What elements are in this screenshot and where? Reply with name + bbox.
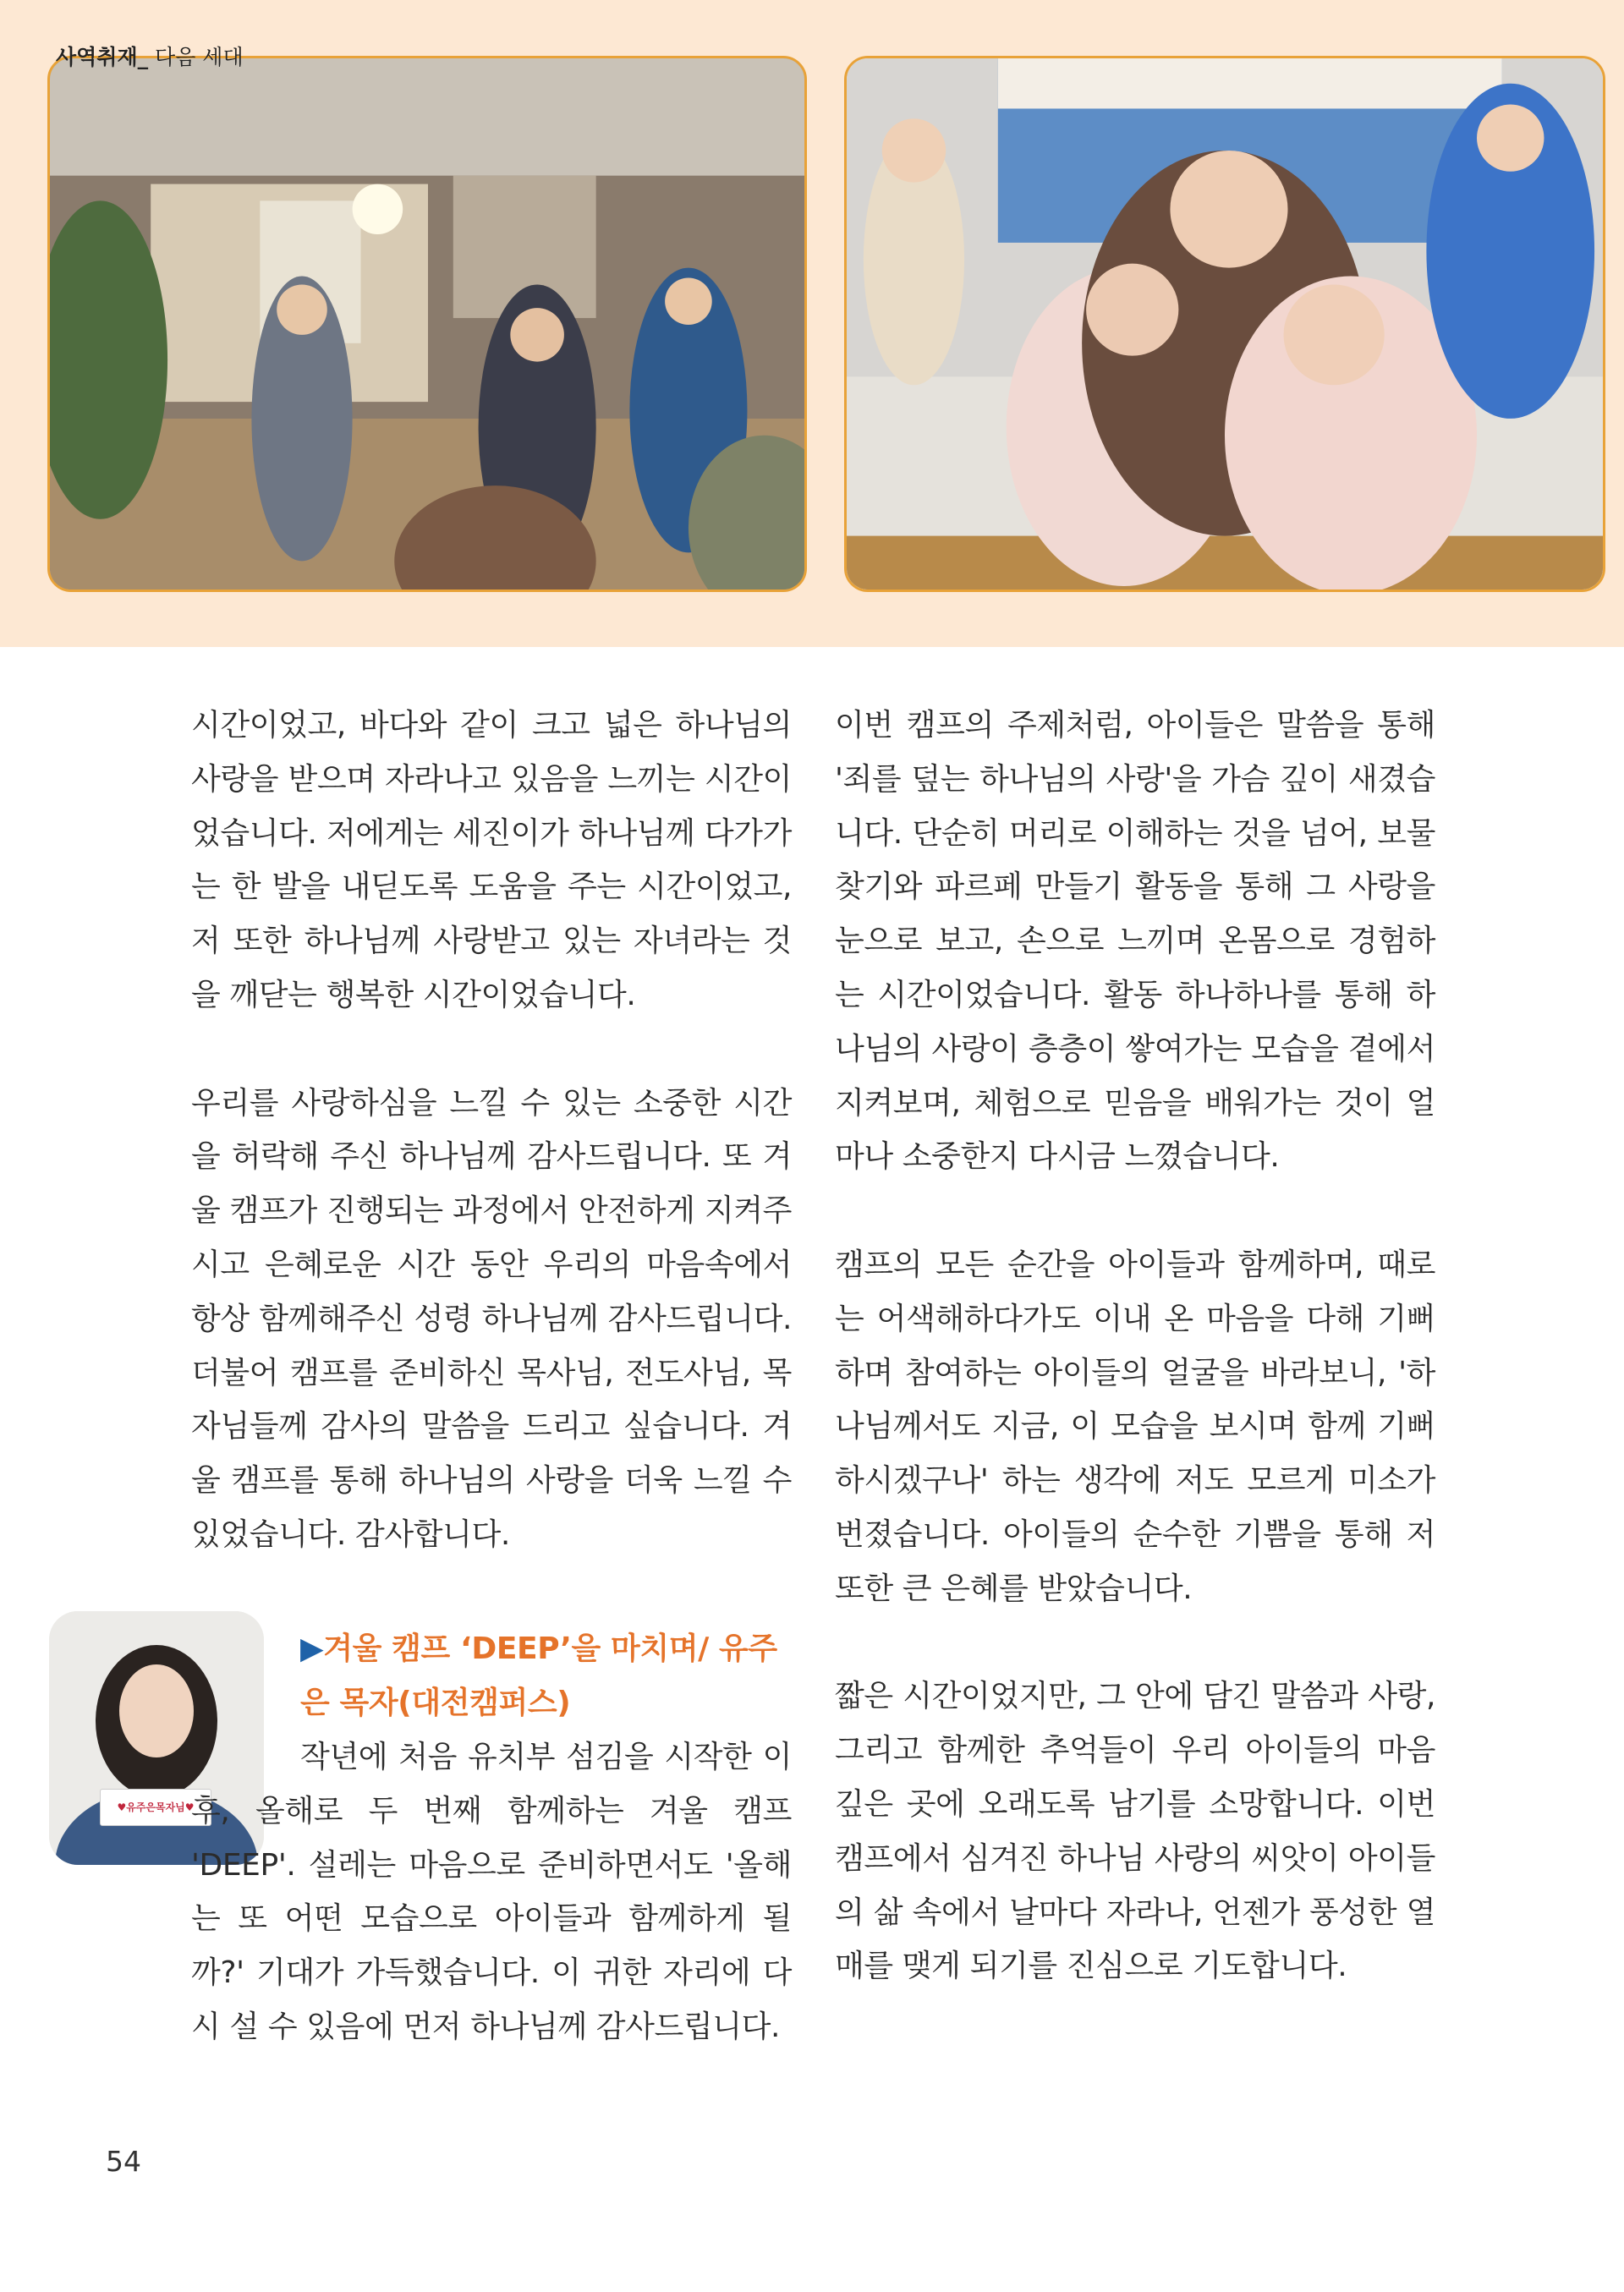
left-paragraph-2: 우리를 사랑하심을 느낄 수 있는 소중한 시간을 허락해 주신 하나님께 감사드립니다. 또 겨울 캠프가 진행되는 과정에서 안전하게 지켜주시고 은혜로운 시간 동안 우리의 마음속에서 항상 함께해주신 성령 하나님께 감사드립니다. 더불어 캠프를 준비하신 목사님, 전도사님, 목자님들께 감사의 말씀을 드리고 싶습니다. 겨울 캠프를 통해 하나님의 사랑을 더욱 느낄 수 있었습니다. 감사합니다. xyxy=(191,1085,792,1552)
testimony-heading xyxy=(300,1622,791,1730)
testimony-paragraph: 작년에 처음 유치부 섬김을 시작한 이후, 올해로 두 번째 함께하는 겨울 캠프 'DEEP'. 설레는 마음으로 준비하면서도 '올해는 또 어떤 모습으로 아이들과 함께하게 될까?' 기대가 가득했습니다. 이 귀한 자리에 다시 설 수 있음에 먼저 하나님께 감사드립니다. xyxy=(191,1740,792,2044)
right-column xyxy=(835,699,1435,2048)
name-sign: ♥유주은목자님♥ xyxy=(100,1789,211,1826)
left-column xyxy=(191,699,792,1616)
section-caption xyxy=(56,41,244,71)
right-paragraph-1: 이번 캠프의 주제처럼, 아이들은 말씀을 통해 '죄를 덮는 하나님의 사랑'을 가슴 깊이 새겼습니다. 단순히 머리로 이해하는 것을 넘어, 보물찾기와 파르페 만들기 활동을 통해 그 사랑을 눈으로 보고, 손으로 느끼며 온몸으로 경험하는 시간이었습니다. 활동 하나하나를 통해 하나님의 사랑이 층층이 쌓여가는 모습을 곁에서 지켜보며, 체험으로 믿음을 배워가는 것이 얼마나 소중한지 다시금 느꼈습니다. xyxy=(835,708,1435,1175)
testimony-heading-text: 겨울 캠프 ‘DEEP’을 마치며/ 유주은 목자(대전캠퍼스) xyxy=(300,1631,777,1720)
camp-photo-left xyxy=(47,56,807,592)
section-caption-label: 사역취재_ xyxy=(56,45,149,69)
camp-activity-image xyxy=(50,58,804,589)
section-caption-topic: 다음 세대 xyxy=(148,45,244,69)
children-hug-image xyxy=(847,58,1603,589)
left-paragraph-1: 시간이었고, 바다와 같이 크고 넓은 하나님의 사랑을 받으며 자라나고 있음을 느끼는 시간이었습니다. 저에게는 세진이가 하나님께 다가가는 한 발을 내딛도록 도움을 주는 시간이었고, 저 또한 하나님께 사랑받고 있는 자녀라는 것을 깨닫는 행복한 시간이었습니다. xyxy=(191,708,792,1012)
right-paragraph-2: 캠프의 모든 순간을 아이들과 함께하며, 때로는 어색해하다가도 이내 온 마음을 다해 기뻐하며 참여하는 아이들의 얼굴을 바라보니, '하나님께서도 지금, 이 모습을 보시며 함께 기뻐하시겠구나' 하는 생각에 저도 모르게 미소가 번졌습니다. 아이들의 순수한 기쁨을 통해 저 또한 큰 은혜를 받았습니다. xyxy=(835,1247,1435,1606)
page-number: 54 xyxy=(106,2145,141,2178)
camp-photo-right xyxy=(844,56,1605,592)
triangle-arrow-icon: ▶ xyxy=(300,1631,324,1666)
right-paragraph-3: 짧은 시간이었지만, 그 안에 담긴 말씀과 사랑, 그리고 함께한 추억들이 우리 아이들의 마음 깊은 곳에 오래도록 남기를 소망합니다. 이번 캠프에서 심겨진 하나님 사랑의 씨앗이 아이들의 삶 속에서 날마다 자라나, 언젠가 풍성한 열매를 맺게 되기를 진심으로 기도합니다. xyxy=(835,1679,1435,1984)
